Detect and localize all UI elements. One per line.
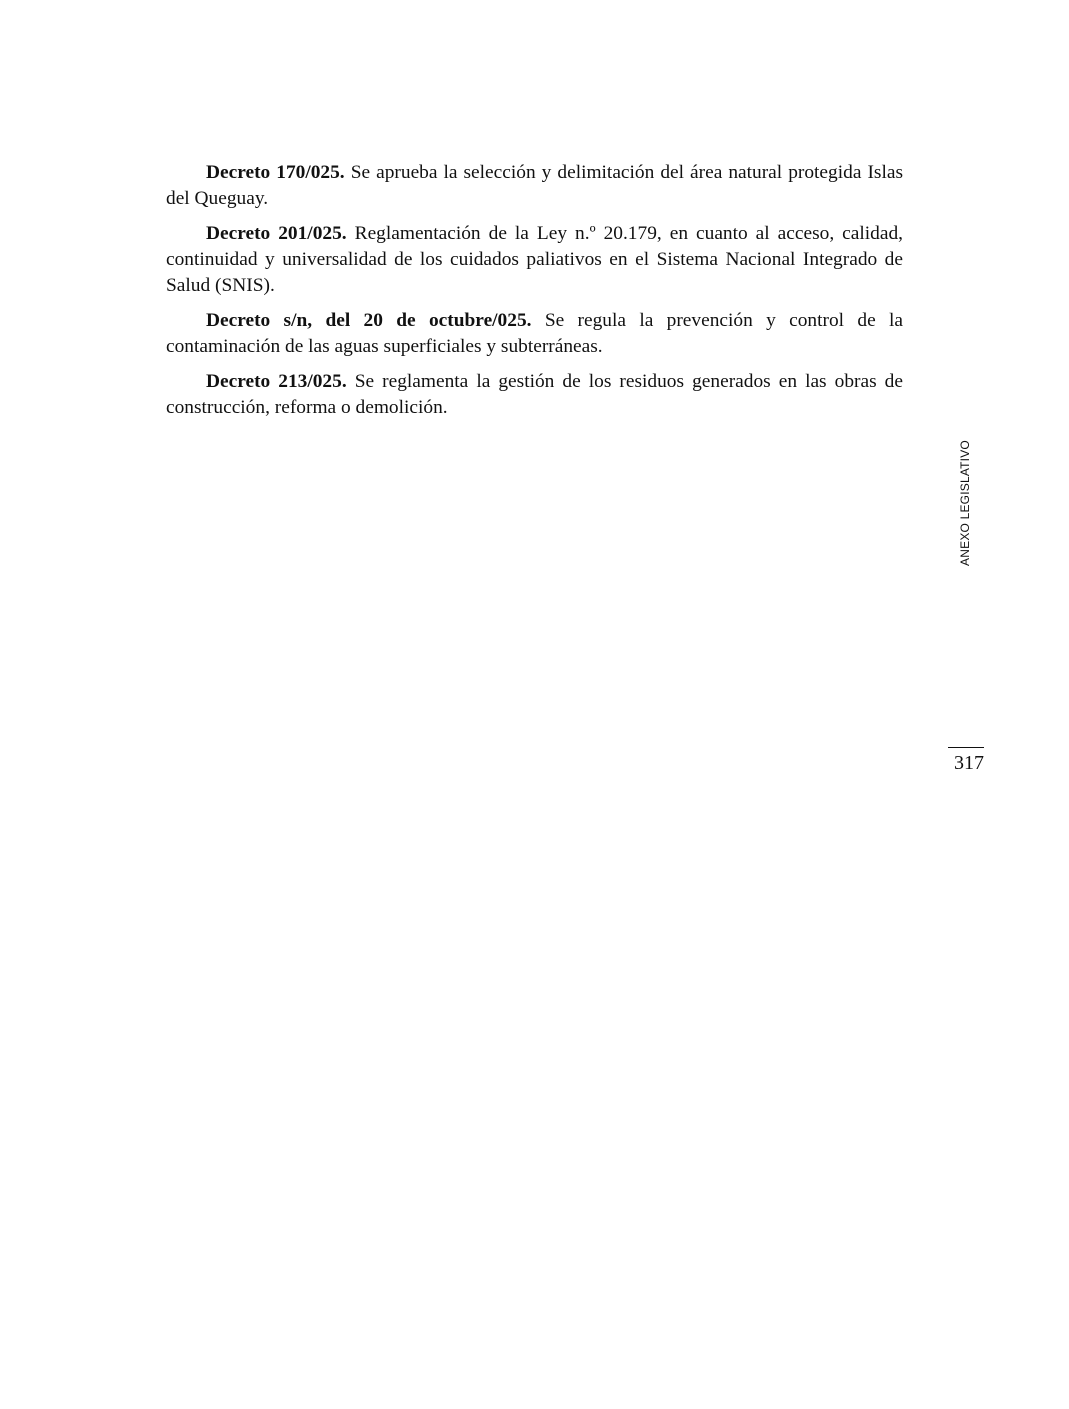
decree-reference: Decreto 201/025. [206, 223, 347, 244]
decree-description: Se aprueba la selección y delimitación del área natural protegida Islas del Queguay. [166, 162, 903, 209]
decree-entry [166, 160, 903, 212]
decree-description: Se regula la prevención y control de la contaminación de las aguas superficiales y subterráneas. [166, 310, 903, 357]
page-number: 317 [948, 747, 984, 776]
decree-reference: Decreto 213/025. [206, 371, 347, 392]
decree-list [166, 160, 903, 430]
decree-entry [166, 308, 903, 360]
decree-entry [166, 369, 903, 421]
decree-description: Reglamentación de la Ley n.º 20.179, en cuanto al acceso, calidad, continuidad y universalidad de los cuidados paliativos en el Sistema Nacional Integrado de Salud (SNIS). [166, 223, 904, 296]
decree-reference: Decreto s/n, del 20 de octubre/025. [206, 310, 532, 331]
decree-reference: Decreto 170/025. [206, 162, 345, 183]
section-side-tab-label: ANEXO LEGISLATIVO [958, 440, 972, 566]
section-side-tab [955, 440, 975, 566]
decree-description: Se reglamenta la gestión de los residuos generados en las obras de construcción, reforma o demolición. [166, 371, 903, 418]
decree-entry [166, 221, 903, 299]
